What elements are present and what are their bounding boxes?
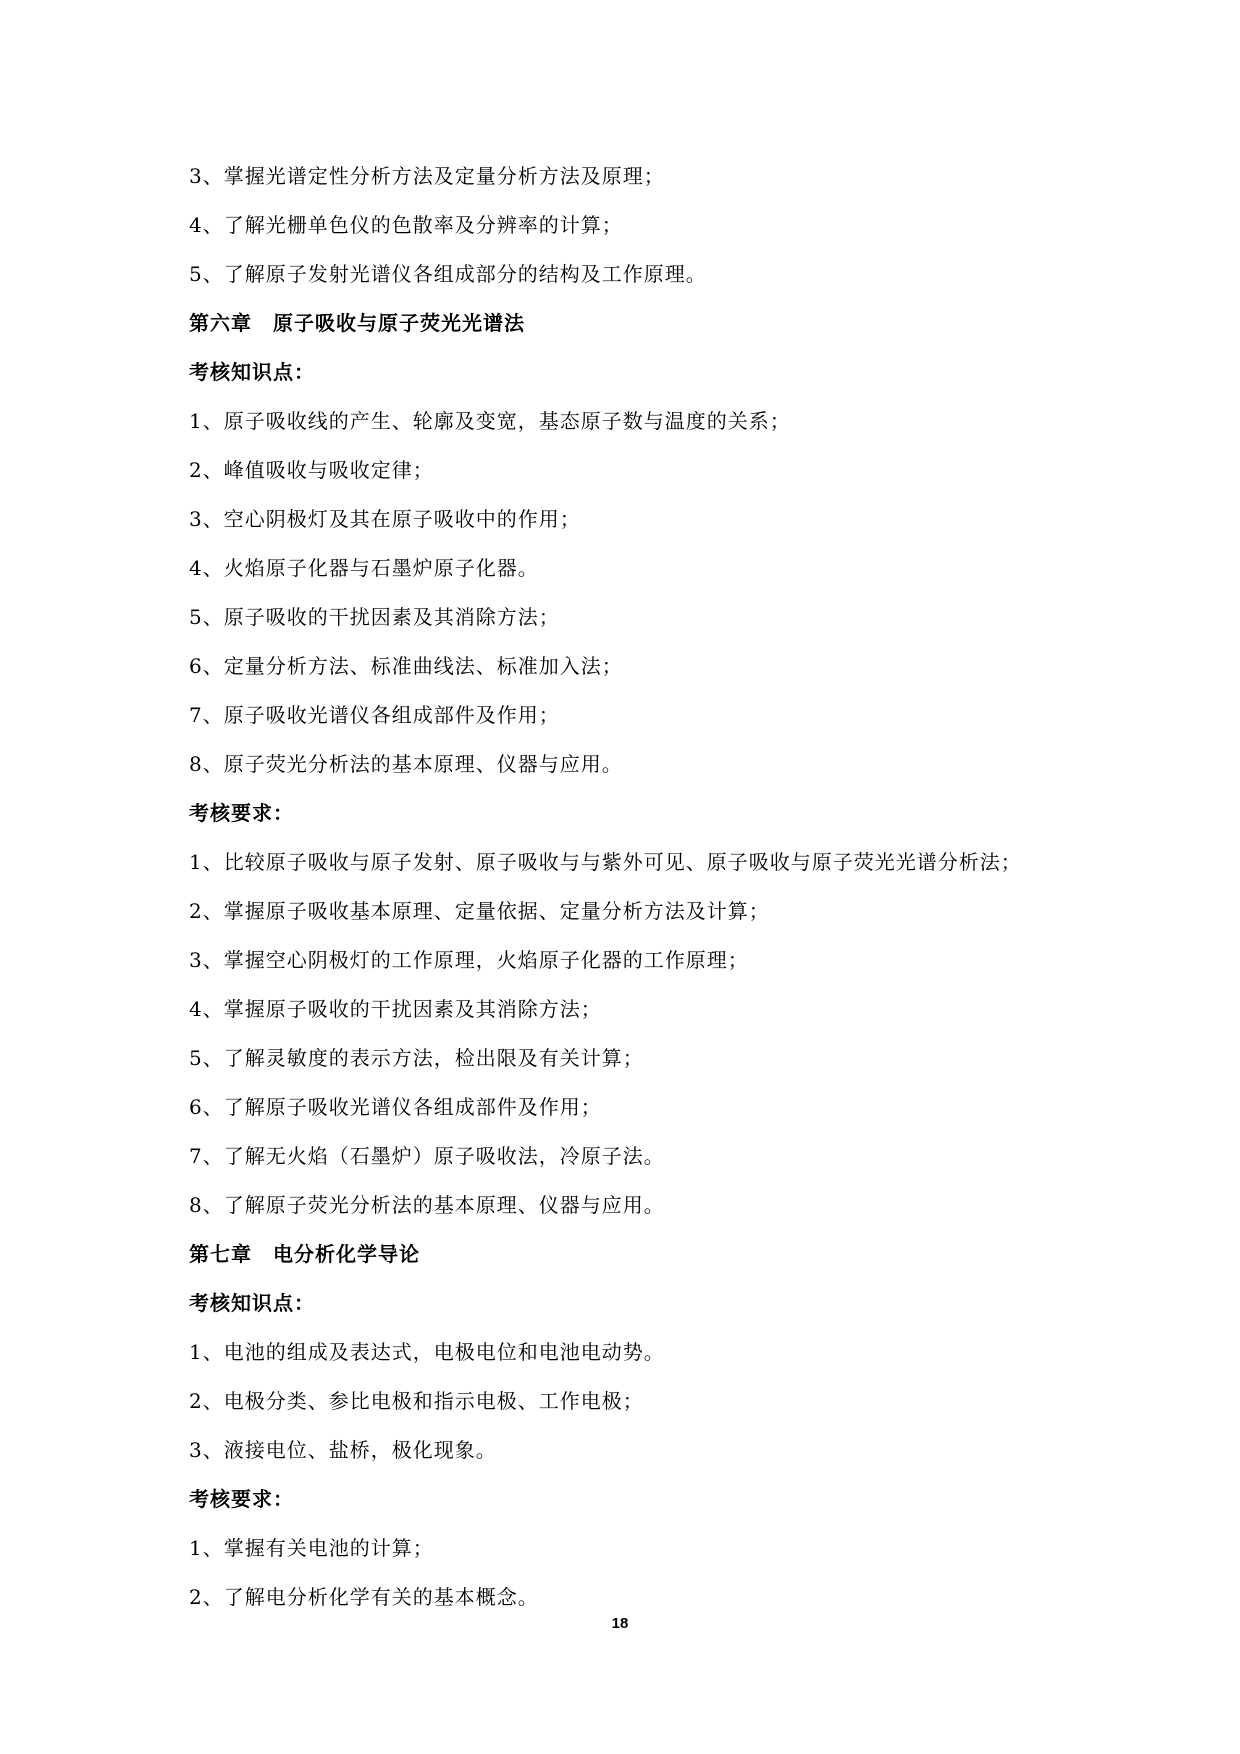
list-item: 1、电池的组成及表达式，电极电位和电池电动势。 xyxy=(189,1340,665,1364)
chapter-7-requirements-heading: 考核要求： xyxy=(189,1487,294,1511)
chapter-7-knowledge-heading: 考核知识点： xyxy=(189,1291,315,1315)
chapter-6-title: 第六章 原子吸收与原子荧光光谱法 xyxy=(189,311,525,335)
list-item: 8、了解原子荧光分析法的基本原理、仪器与应用。 xyxy=(189,1193,665,1217)
list-item: 1、比较原子吸收与原子发射、原子吸收与与紫外可见、原子吸收与原子荧光光谱分析法； xyxy=(189,850,1022,874)
document-body xyxy=(189,152,1089,1622)
list-item: 6、了解原子吸收光谱仪各组成部件及作用； xyxy=(189,1095,602,1119)
list-item: 2、电极分类、参比电极和指示电极、工作电极； xyxy=(189,1389,644,1413)
list-item: 3、液接电位、盐桥，极化现象。 xyxy=(189,1438,497,1462)
list-item: 6、定量分析方法、标准曲线法、标准加入法； xyxy=(189,654,623,678)
list-item: 2、了解电分析化学有关的基本概念。 xyxy=(189,1585,539,1609)
list-item: 7、原子吸收光谱仪各组成部件及作用； xyxy=(189,703,560,727)
list-item: 4、了解光栅单色仪的色散率及分辨率的计算； xyxy=(189,213,623,237)
list-item: 7、了解无火焰（石墨炉）原子吸收法，冷原子法。 xyxy=(189,1144,665,1168)
list-item: 2、掌握原子吸收基本原理、定量依据、定量分析方法及计算； xyxy=(189,899,770,923)
page-number: 18 xyxy=(611,1615,629,1632)
list-item: 1、原子吸收线的产生、轮廓及变宽，基态原子数与温度的关系； xyxy=(189,409,791,433)
list-item: 2、峰值吸收与吸收定律； xyxy=(189,458,434,482)
list-item: 5、了解原子发射光谱仪各组成部分的结构及工作原理。 xyxy=(189,262,707,286)
list-item: 3、掌握空心阴极灯的工作原理，火焰原子化器的工作原理； xyxy=(189,948,749,972)
list-item: 4、火焰原子化器与石墨炉原子化器。 xyxy=(189,556,539,580)
list-item: 4、掌握原子吸收的干扰因素及其消除方法； xyxy=(189,997,602,1021)
list-item: 3、空心阴极灯及其在原子吸收中的作用； xyxy=(189,507,581,531)
list-item: 5、了解灵敏度的表示方法，检出限及有关计算； xyxy=(189,1046,644,1070)
list-item: 5、原子吸收的干扰因素及其消除方法； xyxy=(189,605,560,629)
chapter-7-title: 第七章 电分析化学导论 xyxy=(189,1242,420,1266)
chapter-6-requirements-heading: 考核要求： xyxy=(189,801,294,825)
list-item: 3、掌握光谱定性分析方法及定量分析方法及原理； xyxy=(189,164,665,188)
chapter-6-knowledge-heading: 考核知识点： xyxy=(189,360,315,384)
list-item: 1、掌握有关电池的计算； xyxy=(189,1536,434,1560)
list-item: 8、原子荧光分析法的基本原理、仪器与应用。 xyxy=(189,752,623,776)
